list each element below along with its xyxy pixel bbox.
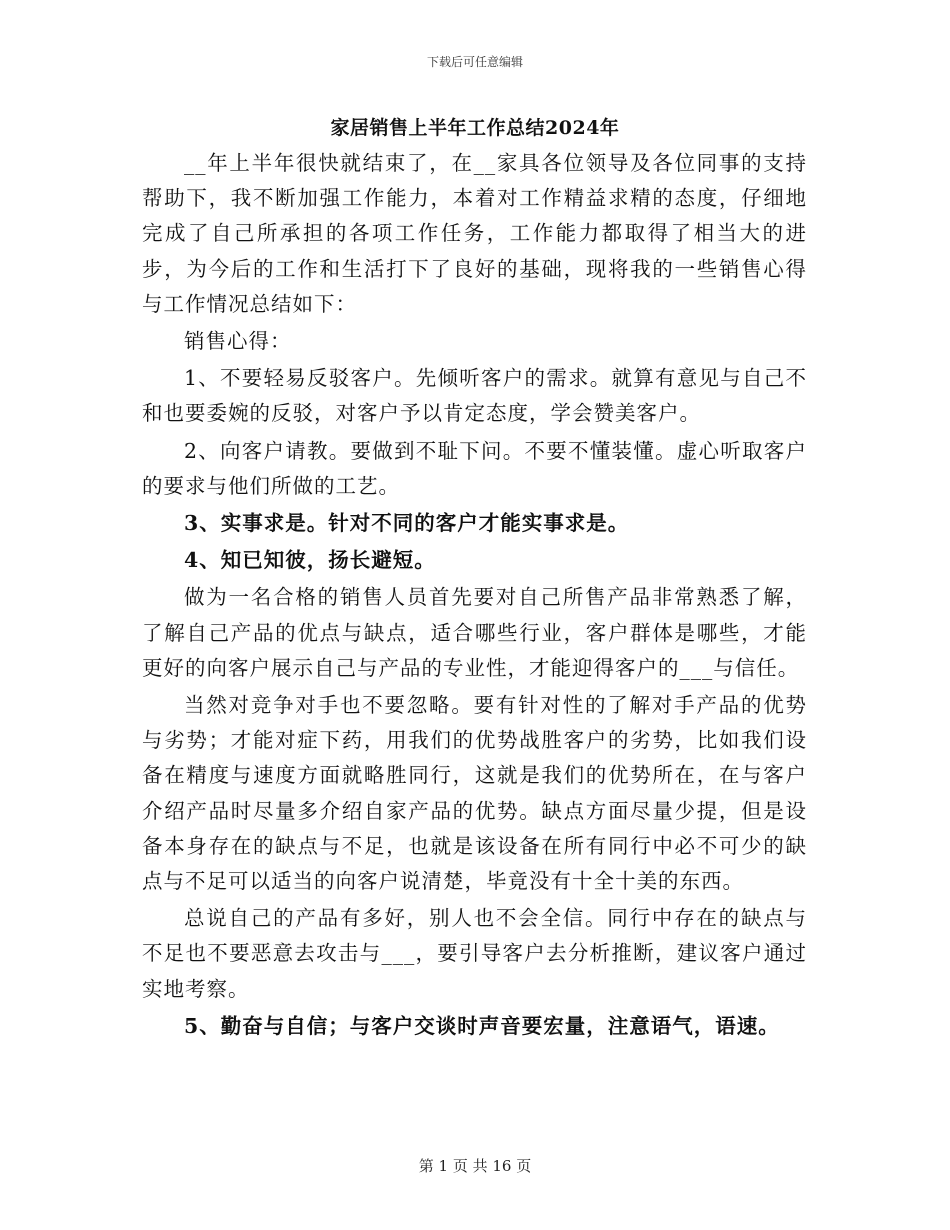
paragraph-honesty: 总说自己的产品有多好，别人也不会全信。同行中存在的缺点与不足也不要恶意去攻击与___，要引导客户去分析推断，建议客户通过实地考察。: [142, 906, 807, 1001]
document-title: 家居销售上半年工作总结2024年: [330, 117, 620, 139]
paragraph-point-4: 4、知已知彼，扬长避短。: [184, 548, 436, 573]
paragraph-competitors: 当然对竞争对手也不要忽略。要有针对性的了解对手产品的优势与劣势；才能对症下药，用我们的优势战胜客户的劣势，比如我们设备在精度与速度方面就略胜同行，这就是我们的优势所在，在与客户介绍产品时尽量多介绍自家产品的优势。缺点方面尽量少提，但是设备本身存在的缺点与不足，也就是该设备在所有同行中必不可少的缺点与不足可以适当的向客户说清楚，毕竟没有十全十美的东西。: [142, 693, 807, 894]
paragraph-point-5: 5、勤奋与自信；与客户交谈时声音要宏量，注意语气，语速。: [184, 1013, 780, 1038]
paragraph-point-2: 2、向客户请教。要做到不耻下问。不要不懂装懂。虚心听取客户的要求与他们所做的工艺。: [142, 438, 807, 498]
paragraph-point-3: 3、实事求是。针对不同的客户才能实事求是。: [184, 511, 630, 536]
page-header: 下载后可任意编辑: [426, 55, 523, 69]
paragraph-know-product: 做为一名合格的销售人员首先要对自己所售产品非常熟悉了解，了解自己产品的优点与缺点，适合哪些行业，客户群体是哪些，才能更好的向客户展示自己与产品的专业性，才能迎得客户的___与信任。: [142, 585, 807, 680]
document-body: [142, 146, 807, 1044]
page-footer: 第 1 页 共 16 页: [418, 1157, 532, 1175]
paragraph-point-1: 1、不要轻易反驳客户。先倾听客户的需求。就算有意见与自己不和也要委婉的反驳，对客户予以肯定态度，学会赞美客户。: [142, 366, 807, 426]
paragraph-section-heading: 销售心得：: [184, 329, 292, 354]
paragraph-intro: __年上半年很快就结束了，在__家具各位领导及各位同事的支持帮助下，我不断加强工作能力，本着对工作精益求精的态度，仔细地完成了自己所承担的各项工作任务，工作能力都取得了相当大的进步，为今后的工作和生活打下了良好的基础，现将我的一些销售心得与工作情况总结如下：: [142, 151, 807, 316]
